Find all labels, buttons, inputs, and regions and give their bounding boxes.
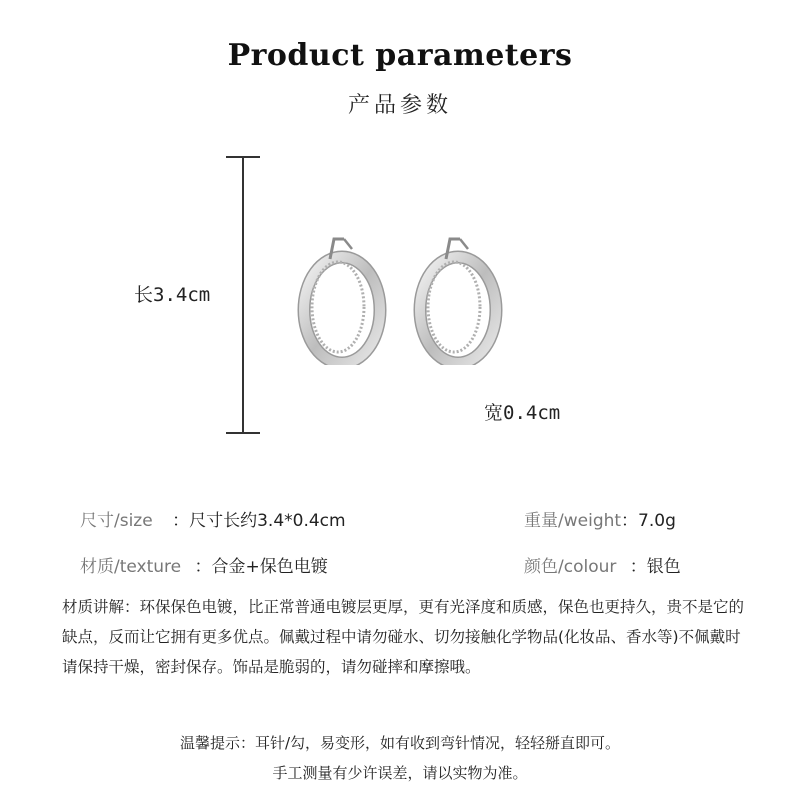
length-ruler [226,156,262,434]
material-description: 材质讲解：环保保色电镀，比正常普通电镀层更厚，更有光泽度和质感，保色也更持久，贵不是它的缺点，反而让它拥有更多优点。佩戴过程中请勿碰水、切勿接触化学物品(化妆品、香水等)不佩戴时请保持干燥，密封保存。饰品是脆弱的，请勿碰摔和摩擦哦。 [62,598,745,676]
spec-weight-label: 重量/weight [524,511,622,531]
spec-texture-label: 材质/texture [80,557,182,577]
left-hoop [304,239,380,363]
ruler-cap-bottom [226,432,260,434]
spec-weight-value: ：7.0g [621,511,676,531]
tip-line-2: 手工测量有少许误差，请以实物为准。 [272,764,528,782]
spec-colour-label: 颜色/colour [524,557,617,577]
hoop-earrings-image [290,225,510,365]
ruler-bar [242,156,244,434]
spec-colour-value: ：银色 [629,557,681,577]
tip-line-1: 温馨提示：耳针/勾，易变形，如有收到弯针情况，轻轻掰直即可。 [179,734,621,752]
spec-texture [80,552,328,577]
width-label: 宽0.4cm [484,402,561,424]
spec-weight [524,506,676,531]
page-subtitle: 产品参数 [347,93,452,118]
spec-texture-value: ：合金+保色电镀 [194,557,328,577]
spec-size-label: 尺寸/size [80,511,153,531]
right-hoop [420,239,496,363]
spec-colour [524,552,681,577]
spec-size [80,506,346,531]
spec-size-value: ：尺寸长约3.4*0.4cm [172,511,346,531]
page-title: Product parameters [227,38,573,73]
length-label: 长3.4cm [134,284,211,306]
